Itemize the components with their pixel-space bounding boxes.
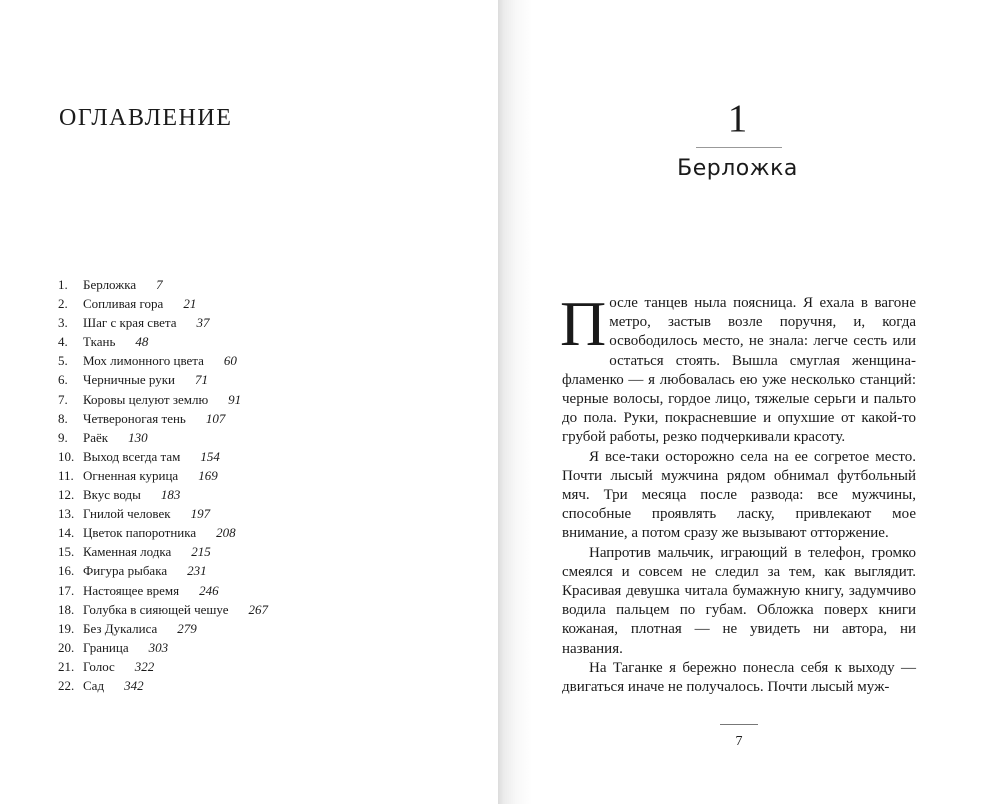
toc-entry-title: Голос [83, 658, 115, 674]
toc-entry [58, 390, 268, 409]
right-page [498, 0, 1001, 804]
toc-entry-page: 183 [160, 487, 181, 503]
toc-entry [58, 657, 268, 676]
toc-entry-page: 215 [191, 544, 211, 560]
toc-entry-page: 303 [148, 639, 169, 655]
toc-entry-title: Граница [83, 639, 129, 655]
toc-entry-title: Вкус воды [83, 487, 141, 503]
toc-entry-number: 4. [58, 334, 68, 350]
chapter-number: 1 [727, 97, 748, 140]
toc-entry-page: 60 [223, 353, 237, 369]
paragraph [560, 288, 916, 448]
left-page [0, 0, 498, 804]
footer-rule [720, 724, 758, 725]
toc-entry-title: Сад [83, 677, 105, 693]
toc-entry-number: 5. [58, 353, 68, 369]
toc-entry-title: Выход всегда там [83, 448, 181, 464]
chapter-divider [696, 147, 782, 148]
toc-entry [58, 638, 268, 657]
toc-entry [58, 619, 268, 638]
toc-entry-number: 14. [58, 525, 75, 541]
toc-entry-number: 6. [58, 372, 68, 388]
toc-entry [58, 275, 268, 294]
toc-entry-number: 11. [58, 467, 74, 483]
toc-entry-page: 169 [198, 467, 218, 483]
toc-entry [58, 466, 268, 485]
toc-entry-number: 12. [58, 487, 75, 503]
toc-entry-number: 10. [58, 448, 75, 464]
toc-entry-number: 19. [58, 620, 75, 636]
toc-entry-page: 7 [156, 277, 163, 292]
toc-entry [58, 351, 268, 370]
toc-entry-title: Сопливая гора [83, 296, 164, 312]
toc-entry [58, 504, 268, 523]
toc-title: ОГЛАВЛЕНИЕ [59, 105, 233, 131]
toc-entry [58, 600, 268, 619]
toc-entry-page: 130 [128, 429, 148, 445]
toc-entry-title: Голубка в сияющей чешуе [83, 601, 229, 617]
drop-cap: П [560, 288, 607, 359]
page-number: 7 [735, 734, 743, 749]
toc-entry-page: 279 [177, 620, 197, 636]
toc-entry-number: 15. [58, 544, 75, 560]
toc-entry [58, 313, 268, 332]
toc-entry [58, 542, 268, 561]
toc-entry-number: 22. [58, 677, 75, 693]
toc-entry [58, 676, 268, 695]
toc-entry-number: 9. [58, 429, 68, 445]
toc-entry-title: Мох лимонного цвета [83, 353, 204, 369]
toc-entry-page: 48 [135, 334, 149, 350]
chapter-body [560, 288, 916, 697]
toc-entry-page: 91 [228, 391, 242, 407]
toc-entry-page: 231 [187, 563, 207, 579]
toc-entry-number: 3. [58, 315, 68, 331]
toc-entry-title: Гнилой человек [83, 506, 171, 522]
toc-entry-title: Черничные руки [83, 372, 175, 388]
toc-entry-title: Берложка [83, 277, 137, 292]
toc-entry-page: 71 [194, 372, 208, 388]
toc-entry-number: 2. [58, 296, 68, 312]
toc-entry-page: 246 [199, 582, 219, 598]
toc-entry-title: Ткань [83, 334, 116, 350]
toc-entry-number: 20. [58, 639, 75, 655]
toc-entry-title: Цветок папоротника [83, 525, 197, 541]
toc-entry-title: Четвероногая тень [83, 410, 186, 426]
toc-entry-page: 197 [190, 506, 211, 522]
toc-entry [58, 409, 268, 428]
toc-entry-page: 322 [134, 658, 155, 674]
toc-entry-number: 16. [58, 563, 75, 579]
toc-entry [58, 294, 268, 313]
toc-entry [58, 332, 268, 351]
toc-entry-page: 342 [124, 677, 144, 693]
toc-entry-page: 107 [205, 410, 226, 426]
toc-entry-title: Без Дукалиса [83, 620, 158, 636]
toc-entry-number: 17. [58, 582, 75, 598]
chapter-title: Берложка [677, 156, 798, 181]
toc-entry-page: 37 [196, 315, 210, 331]
toc-entry-title: Настоящее время [83, 582, 180, 598]
toc-entry-number: 8. [58, 410, 68, 426]
toc-entry-page: 154 [200, 448, 220, 464]
paragraph: Я все-таки осторожно села на ее согретое место. Почти лысый мужчина рядом обнимал футбольный мяч. Три месяца после развода: все мужчины, способные проявлять ласку, привлекают мое внимание, а потом сразу же вызывают отторжение. [562, 448, 916, 542]
toc-entry-number: 18. [58, 601, 75, 617]
toc-entry-number: 1. [58, 277, 68, 292]
paragraph-text: осле танцев ныла поясница. Я ехала в вагоне метро, застыв возле поручня, и, когда освободилось место, не знала: легче сесть или остаться стоять. Вышла смуглая женщина-фламенко — я любовалась ею уже несколько станций: черные волосы, гордое лицо, тяжелые серьги и пальто до пола. Руки, покрасневшие и опухшие от какой-то грубой работы, резко подчеркивали красоту. [562, 295, 916, 446]
toc-entry-title: Огненная курица [83, 467, 179, 483]
toc-entry-title: Каменная лодка [83, 544, 172, 560]
toc-entry-title: Коровы целуют землю [83, 391, 209, 407]
toc-entry [58, 581, 268, 600]
toc-entry-page: 267 [248, 601, 268, 617]
toc-entry-title: Раёк [83, 429, 109, 445]
toc-entry [58, 561, 268, 580]
toc-entry-title: Шаг с края света [83, 315, 177, 331]
toc-entry-number: 13. [58, 506, 75, 522]
toc-entry-page: 21 [183, 296, 197, 312]
toc-entry-title: Фигура рыбака [83, 563, 168, 579]
paragraph: Напротив мальчик, играющий в телефон, громко смеялся и совсем не следил за тем, как выглядит. Красивая девушка читала бумажную книгу, задумчиво водила пальцем по губам. Обложка поверх книги кожаная, плотная — не увидеть ни автора, ни названия. [562, 544, 916, 657]
toc-entry-page: 208 [216, 525, 236, 541]
toc-entry-number: 7. [58, 391, 68, 407]
toc-entry [58, 523, 268, 542]
toc-entry [58, 428, 268, 447]
toc-entry [58, 370, 268, 389]
table-of-contents [58, 275, 268, 695]
toc-entry-number: 21. [58, 658, 75, 674]
paragraph: На Таганке я бережно понесла себя к выходу — двигаться иначе не получалось. Почти лысый муж- [562, 659, 916, 696]
toc-entry [58, 485, 268, 504]
toc-entry [58, 447, 268, 466]
